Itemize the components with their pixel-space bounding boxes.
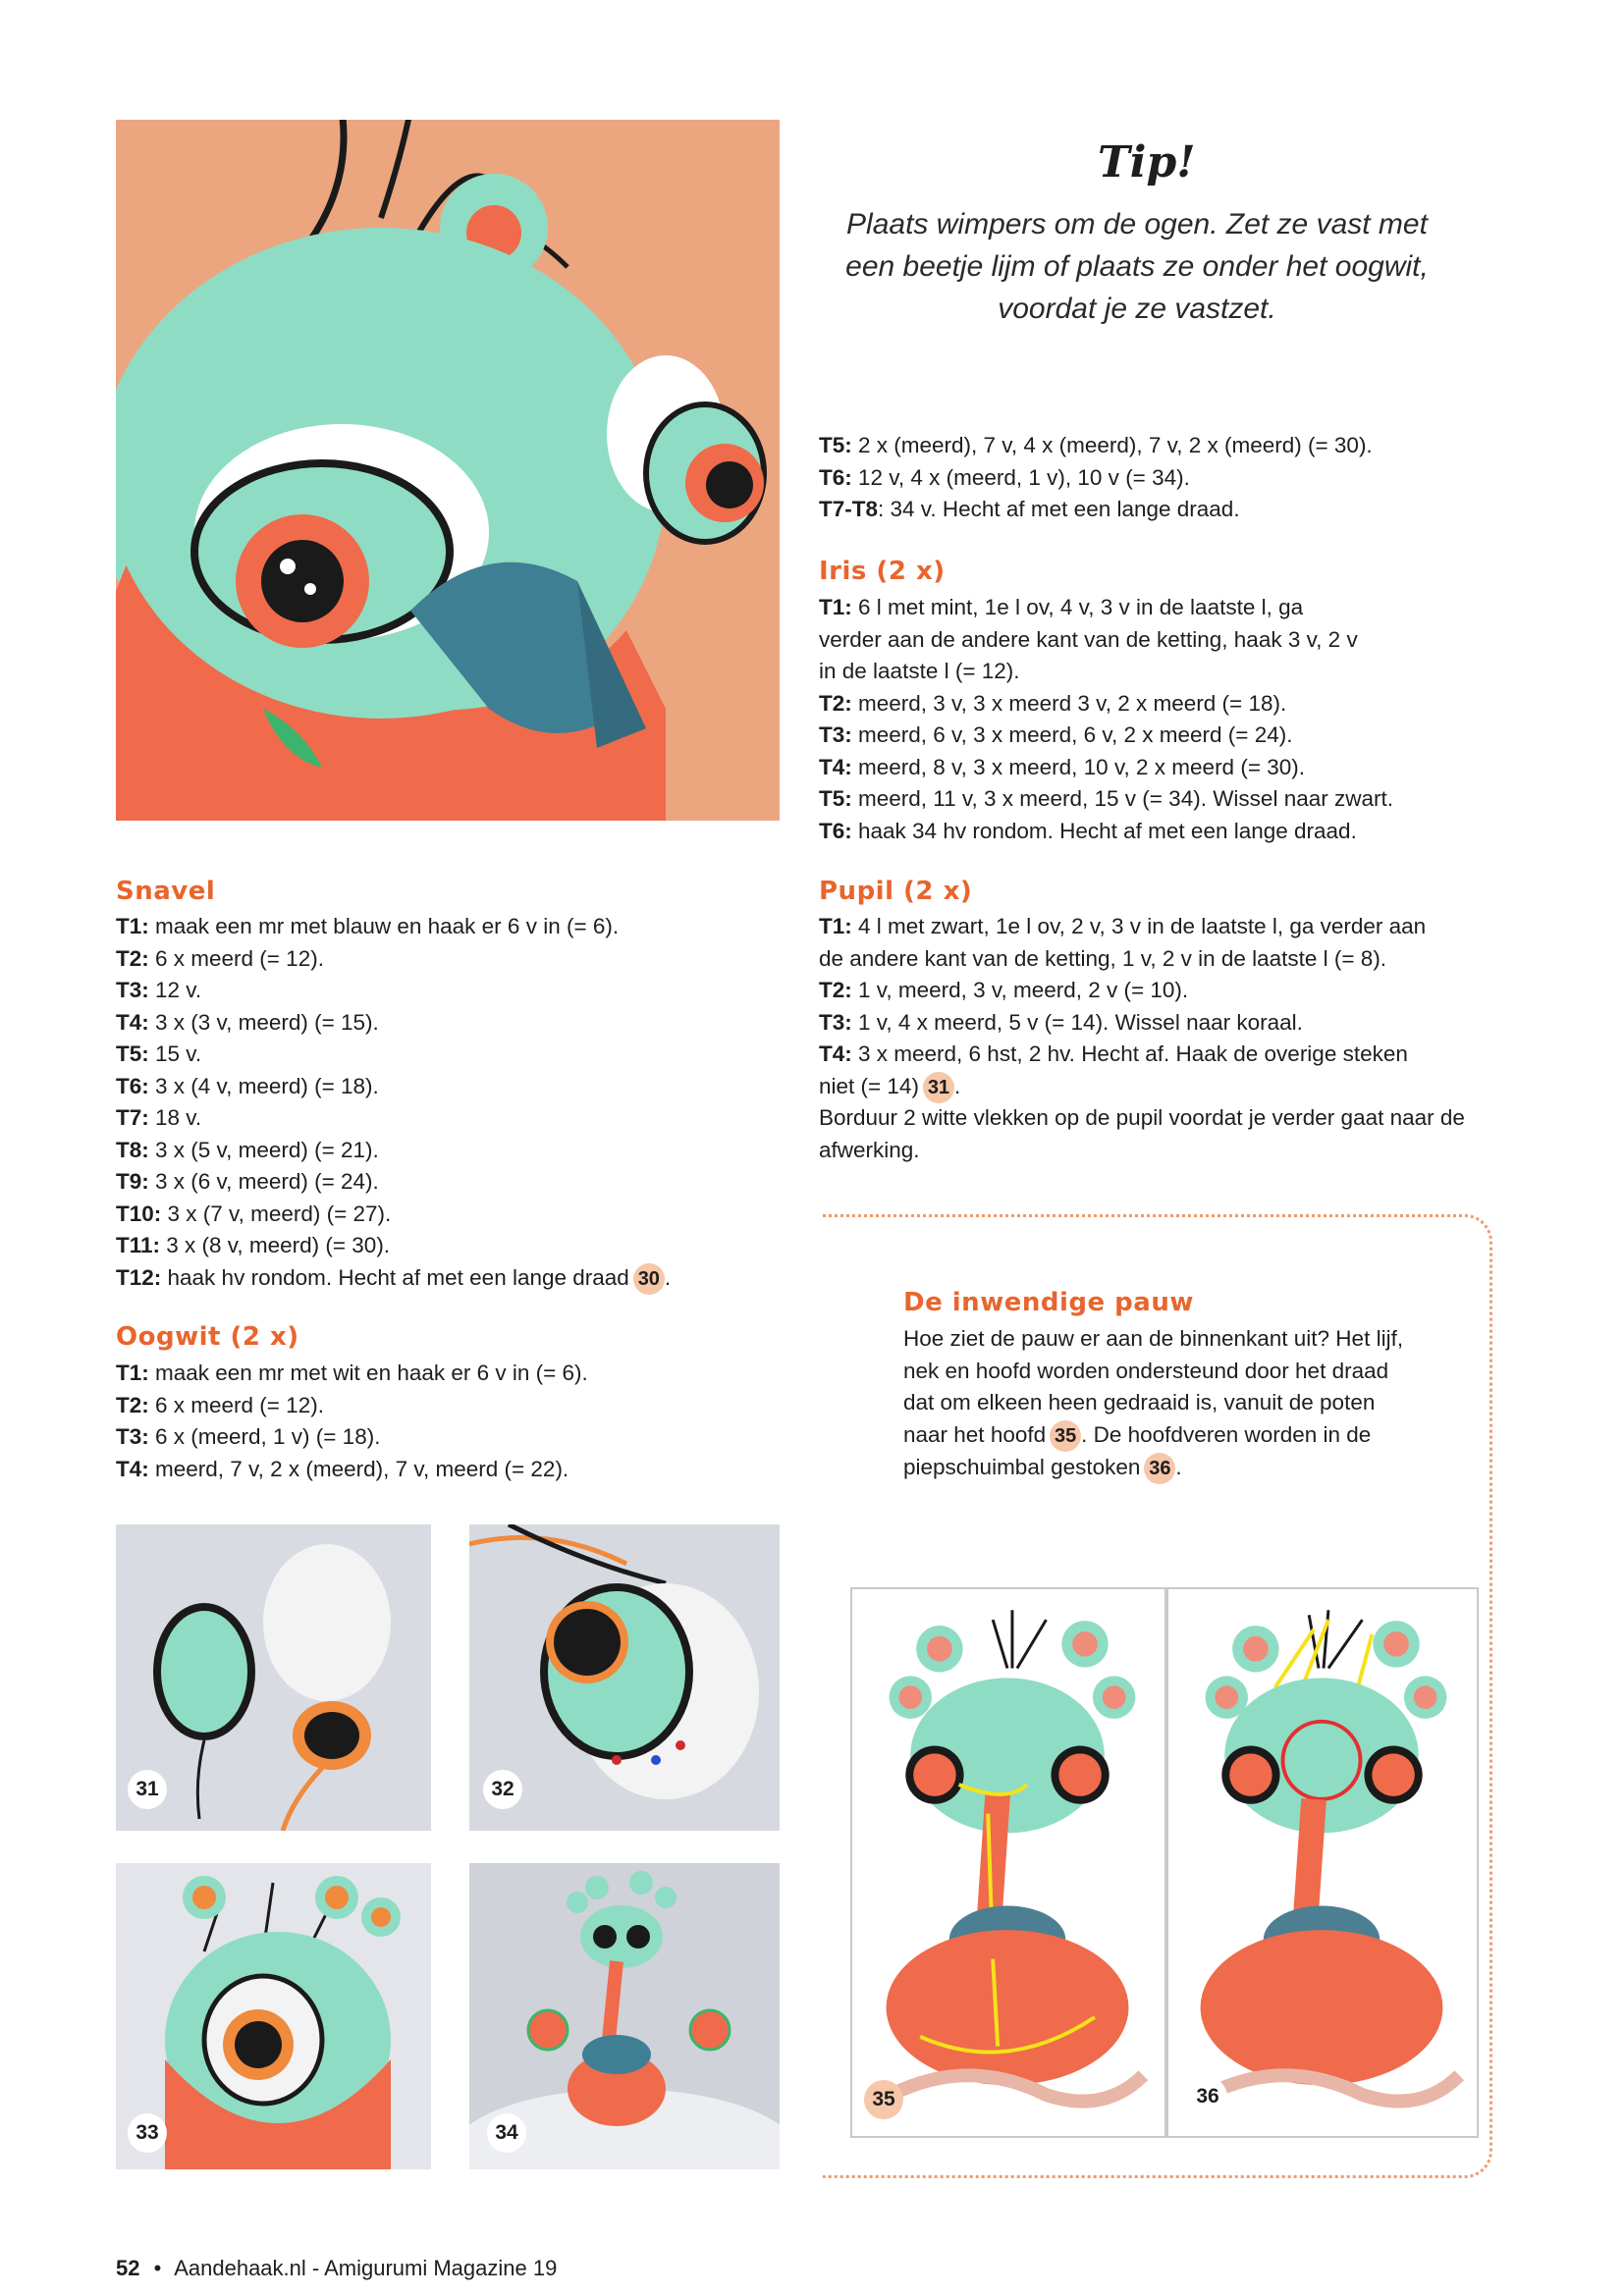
photo-number-badge: 34 <box>487 2113 526 2153</box>
photo-31 <box>116 1524 431 1831</box>
photo-ref-badge: 36 <box>1144 1453 1175 1484</box>
pattern-row: T7-T8: 34 v. Hecht af met een lange draad. <box>819 497 1240 521</box>
pattern-row: T6: 3 x (4 v, meerd) (= 18). <box>116 1073 379 1098</box>
pattern-row: T8: 3 x (5 v, meerd) (= 21). <box>116 1137 379 1162</box>
photo-number-badge: 31 <box>128 1770 167 1809</box>
photo-36 <box>1166 1587 1479 2138</box>
photo-ref-badge: 31 <box>923 1072 954 1103</box>
pattern-row: T5: meerd, 11 v, 3 x meerd, 15 v (= 34). Wissel naar zwart. <box>819 786 1393 811</box>
pupil-rows <box>819 911 1426 1103</box>
tip-title: Tip! <box>1098 137 1196 187</box>
box-title: De inwendige pauw <box>903 1288 1194 1317</box>
page-footer <box>116 2256 557 2281</box>
iris-rows <box>819 592 1393 847</box>
tip-text: Plaats wimpers om de ogen. Zet ze vast met een beetje lijm of plaats ze onder het oogwit, voordat je ze vastzet. <box>845 208 1429 325</box>
footer-text: Aandehaak.nl - Amigurumi Magazine 19 <box>174 2256 558 2280</box>
hero-photo <box>116 120 780 821</box>
iris-title: Iris (2 x) <box>819 557 946 586</box>
photo-34 <box>469 1863 780 2169</box>
pattern-row: T4: 3 x meerd, 6 hst, 2 hv. Hecht af. Haak de overige steken <box>819 1041 1408 1066</box>
photo-number-badge: 36 <box>1188 2077 1227 2116</box>
pattern-row: T5: 2 x (meerd), 7 v, 4 x (meerd), 7 v, 2 x (meerd) (= 30). <box>819 433 1373 457</box>
page-number: 52 <box>116 2256 140 2280</box>
pattern-row: T6: 12 v, 4 x (meerd, 1 v), 10 v (= 34). <box>819 464 1190 490</box>
photo-number-badge: 35 <box>864 2080 903 2119</box>
photo-35 <box>850 1587 1166 2138</box>
photo-32 <box>469 1524 780 1831</box>
pattern-row: verder aan de andere kant van de ketting, haak 3 v, 2 v <box>819 626 1358 652</box>
pattern-row: T1: maak een mr met wit en haak er 6 v in (= 6). <box>116 1361 588 1385</box>
photo-number-badge: 33 <box>128 2113 167 2153</box>
pattern-row: T6: haak 34 hv rondom. Hecht af met een lange draad. <box>819 818 1357 843</box>
pattern-row: T3: 1 v, 4 x meerd, 5 v (= 14). Wissel naar koraal. <box>819 1009 1303 1035</box>
pattern-row: T1: 4 l met zwart, 1e l ov, 2 v, 3 v in de laatste l, ga verder aan <box>819 914 1427 938</box>
pattern-row: T4: meerd, 8 v, 3 x meerd, 10 v, 2 x meerd (= 30). <box>819 754 1305 779</box>
continued-rows <box>819 430 1373 526</box>
pattern-row: T3: meerd, 6 v, 3 x meerd, 6 v, 2 x meerd (= 24). <box>819 722 1293 747</box>
pattern-row: T4: meerd, 7 v, 2 x (meerd), 7 v, meerd (= 22). <box>116 1456 569 1481</box>
pattern-row: T2: 6 x meerd (= 12). <box>116 945 324 971</box>
pattern-row: T2: meerd, 3 v, 3 x meerd 3 v, 2 x meerd (= 18). <box>819 690 1287 716</box>
photo-33 <box>116 1863 431 2169</box>
snavel-rows <box>116 911 671 1295</box>
pattern-row: de andere kant van de ketting, 1 v, 2 v in de laatste l (= 8). <box>819 945 1387 971</box>
pupil-title: Pupil (2 x) <box>819 877 973 906</box>
pattern-row: T2: 6 x meerd (= 12). <box>116 1392 324 1417</box>
pattern-row: in de laatste l (= 12). <box>819 659 1020 683</box>
snavel-title: Snavel <box>116 877 216 906</box>
pattern-row: niet (= 14) 31 . <box>819 1071 1426 1103</box>
pattern-row: T12: haak hv rondom. Hecht af met een lange draad 30 . <box>116 1262 671 1295</box>
oogwit-title: Oogwit (2 x) <box>116 1322 299 1352</box>
pattern-row: T11: 3 x (8 v, meerd) (= 30). <box>116 1233 391 1257</box>
pattern-row: T5: 15 v. <box>116 1041 202 1066</box>
box-text: Hoe ziet de pauw er aan de binnenkant uit? Het lijf, nek en hoofd worden ondersteund door het draad dat om elkeen heen gedraaid is, vanuit de poten naar het hoofd 35 . De hoofdveren worden in de piepschuimbal gestoken 36 . <box>903 1323 1414 1484</box>
pattern-row: T7: 18 v. <box>116 1105 202 1130</box>
oogwit-rows <box>116 1358 588 1485</box>
pattern-row: T9: 3 x (6 v, meerd) (= 24). <box>116 1169 379 1194</box>
pattern-row: T3: 12 v. <box>116 978 202 1002</box>
pattern-row: T2: 1 v, meerd, 3 v, meerd, 2 v (= 10). <box>819 978 1189 1002</box>
photo-number-badge: 32 <box>483 1770 522 1809</box>
photo-ref-badge: 30 <box>633 1263 665 1295</box>
pattern-row: T1: 6 l met mint, 1e l ov, 4 v, 3 v in de laatste l, ga <box>819 595 1304 619</box>
footer-separator: • <box>153 2256 162 2280</box>
pattern-row: T4: 3 x (3 v, meerd) (= 15). <box>116 1009 379 1035</box>
pattern-row: T10: 3 x (7 v, meerd) (= 27). <box>116 1201 392 1226</box>
pupil-note: Borduur 2 witte vlekken op de pupil voordat je verder gaat naar de afwerking. <box>819 1105 1465 1162</box>
pattern-row: T1: maak een mr met blauw en haak er 6 v in (= 6). <box>116 914 620 938</box>
pattern-row: T3: 6 x (meerd, 1 v) (= 18). <box>116 1424 381 1449</box>
photo-ref-badge: 35 <box>1050 1420 1081 1452</box>
